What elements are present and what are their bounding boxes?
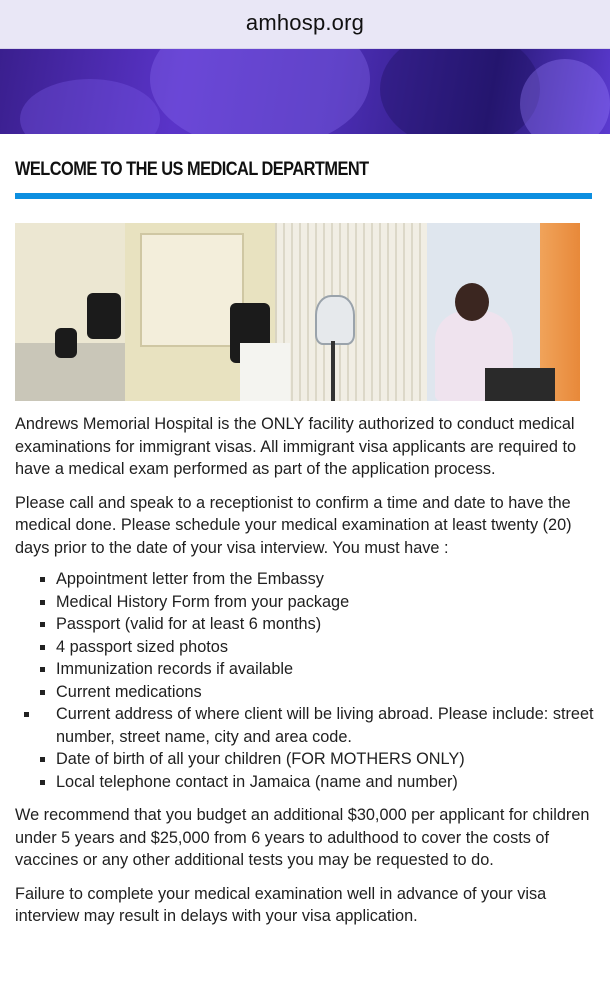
url-text[interactable]: amhosp.org xyxy=(245,10,365,35)
list-item: Date of birth of all your children (FOR MOTHERS ONLY) xyxy=(40,748,595,771)
list-item: Current address of where client will be living abroad. Please include: street number, street name, city and area code. xyxy=(24,703,595,748)
browser-address-bar[interactable] xyxy=(0,0,610,49)
main-content xyxy=(0,159,610,928)
list-item: Current medications xyxy=(40,681,595,704)
list-item: Passport (valid for at least 6 months) xyxy=(40,613,595,636)
page-title: WELCOME TO THE US MEDICAL DEPARTMENT xyxy=(15,159,369,180)
requirements-list xyxy=(15,568,595,793)
intro-paragraph: Andrews Memorial Hospital is the ONLY facility authorized to conduct medical examinations for immigrant visas. All immigrant visa applicants are required to have a medical exam performed as part of the application process. xyxy=(15,415,577,478)
list-item: Immunization records if available xyxy=(40,658,595,681)
list-item: Local telephone contact in Jamaica (name and number) xyxy=(40,771,595,794)
warning-paragraph: Failure to complete your medical examination well in advance of your visa interview may result in delays with your visa application. xyxy=(15,884,547,925)
list-item: 4 passport sized photos xyxy=(40,636,595,659)
list-item: Appointment letter from the Embassy xyxy=(40,568,595,591)
list-item: Medical History Form from your package xyxy=(40,591,595,614)
title-divider xyxy=(15,193,592,199)
scheduling-paragraph: Please call and speak to a receptionist to confirm a time and date to have the medical done. Please schedule your medical examination at least twenty (20) days prior to the date of your visa interview. You must have : xyxy=(15,493,572,557)
header-banner-image xyxy=(0,49,610,134)
clinic-photo xyxy=(15,223,580,401)
budget-paragraph: We recommend that you budget an additional $30,000 per applicant for children under 5 years and $25,000 from 6 years to adulthood to cover the costs of vaccines or any other additional tests you may be requested to do. xyxy=(15,806,590,869)
